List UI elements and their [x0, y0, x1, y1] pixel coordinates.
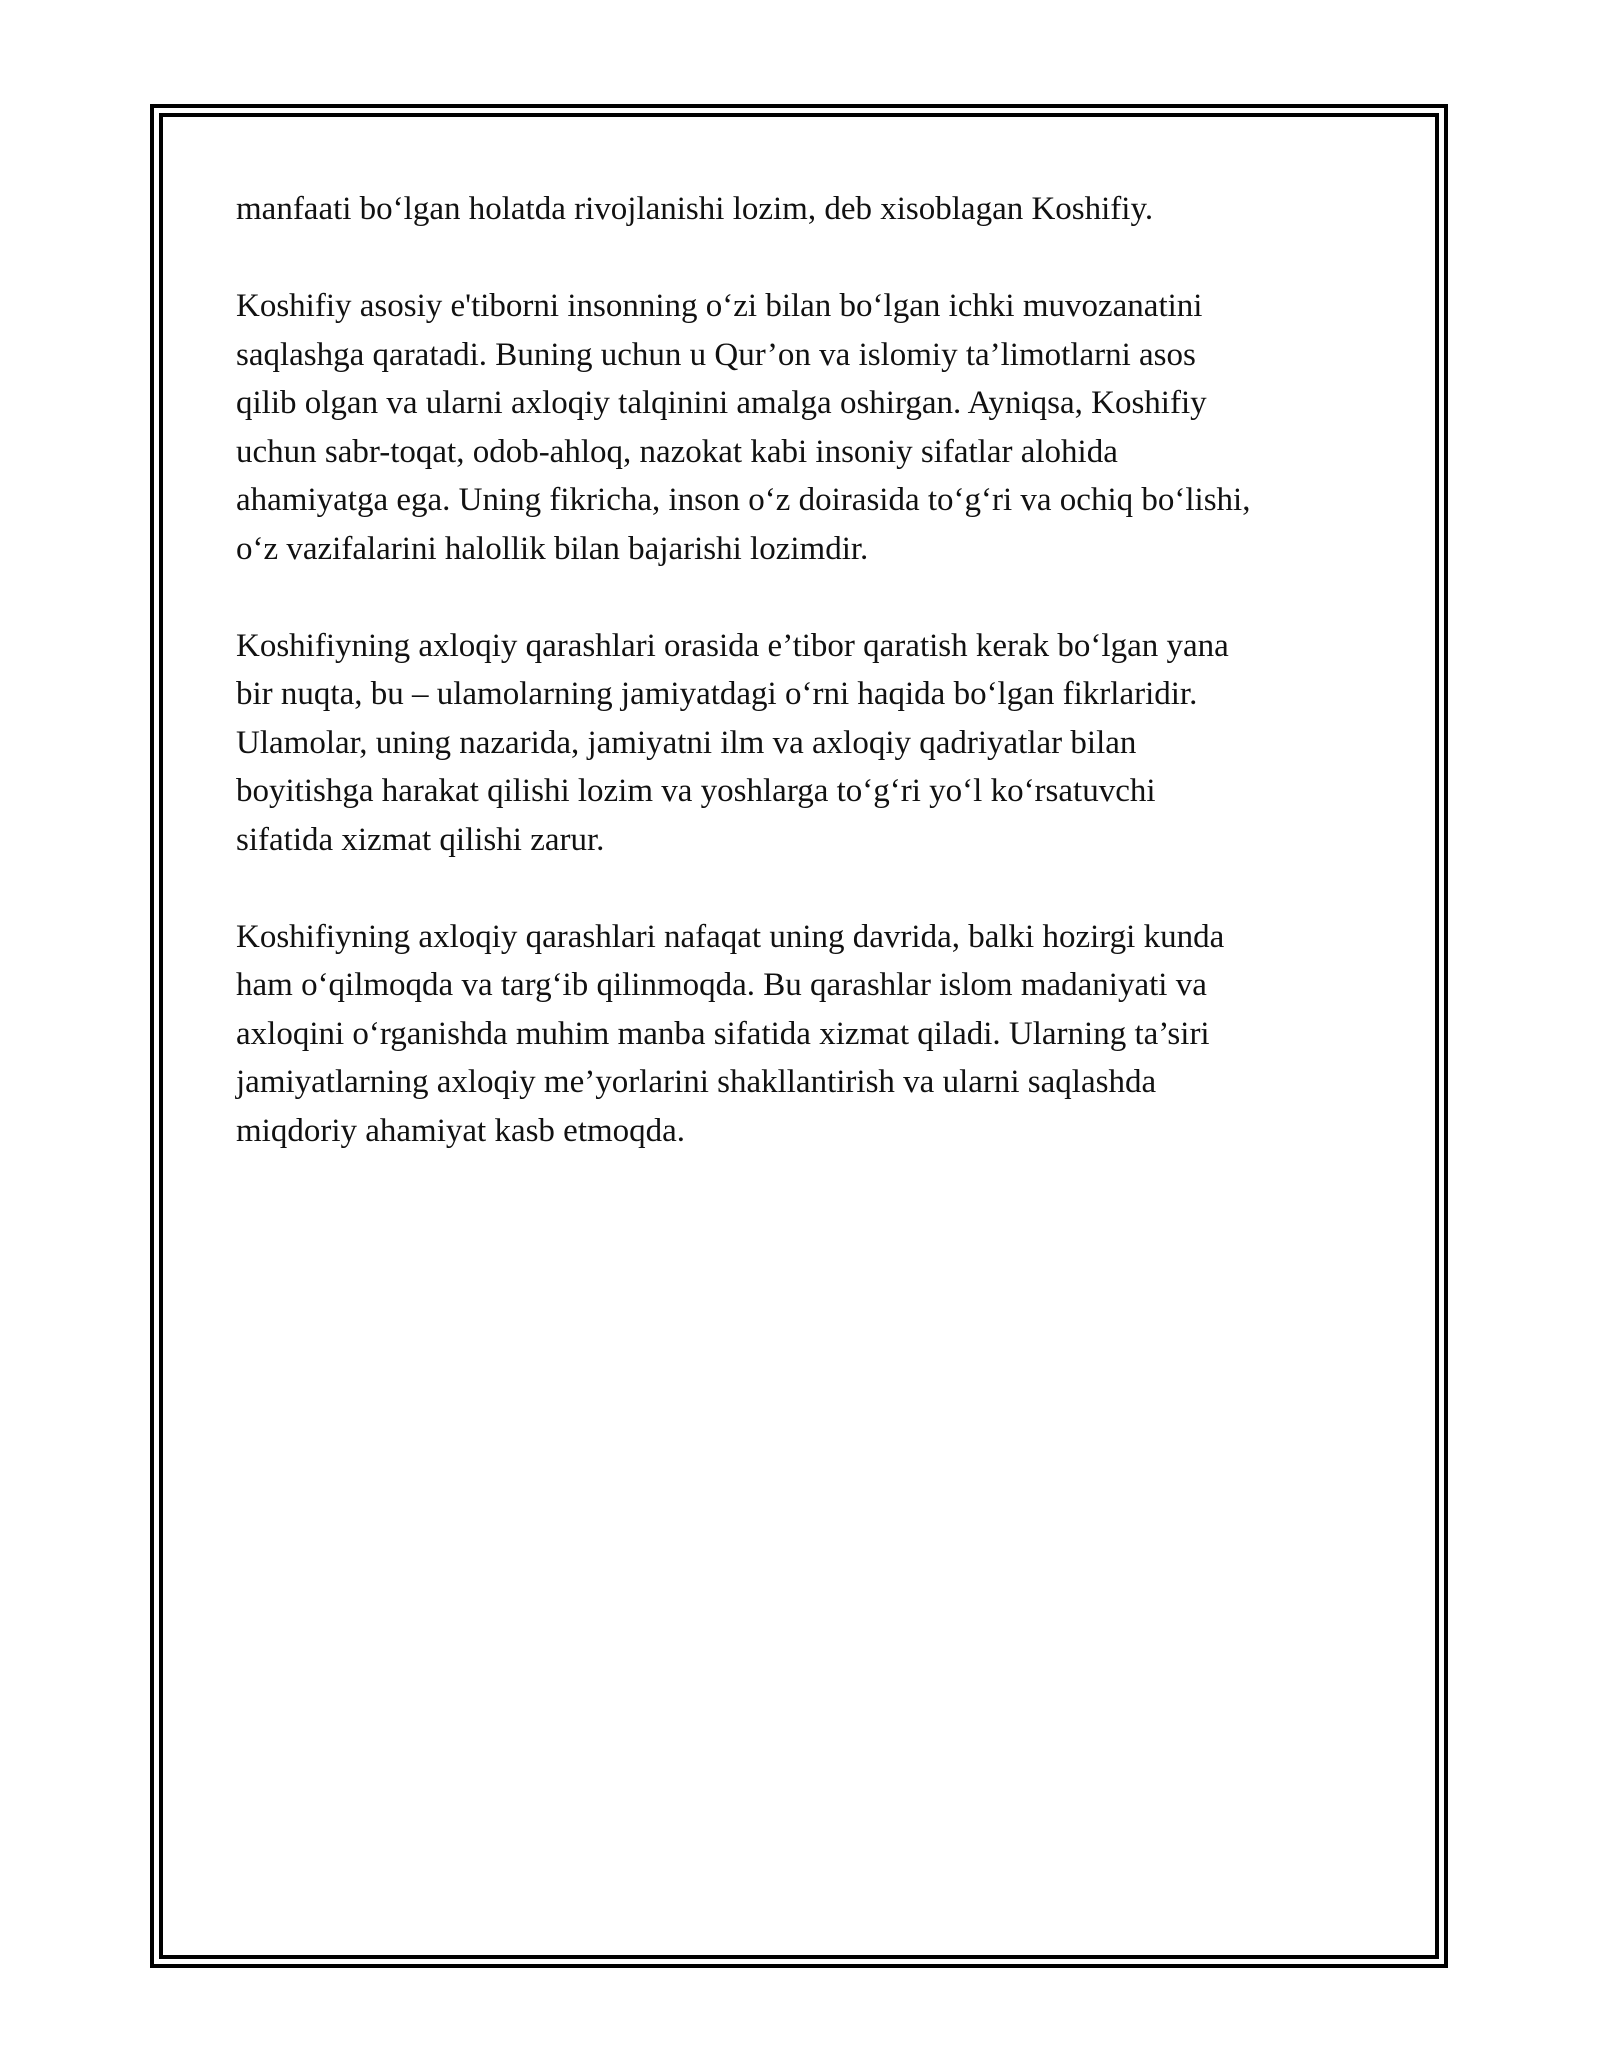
paragraph-3 [236, 622, 1376, 865]
document-body [236, 185, 1376, 1204]
text-line: uchun sabr-toqat, odob-ahloq, nazokat kabi insoniy sifatlar alohida [236, 433, 1118, 470]
text-line: Ulamolar, uning nazarida, jamiyatni ilm va axloqiy qadriyatlar bilan [236, 724, 1137, 761]
text-line: qilib olgan va ularni axloqiy talqinini amalga oshirgan. Ayniqsa, Koshifiy [236, 385, 1207, 421]
text-line: sifatida xizmat qilishi zarur. [236, 821, 605, 858]
text-line: Koshifiyning axloqiy qarashlari nafaqat uning davrida, balki hozirgi kunda [236, 918, 1225, 955]
text-line: Koshifiyning axloqiy qarashlari orasida e’tibor qaratish kerak bo‘lgan yana [236, 627, 1229, 664]
text-line: axloqini o‘rganishda muhim manba sifatida xizmat qiladi. Ularning ta’siri [236, 1015, 1210, 1052]
text-line: boyitishga harakat qilishi lozim va yoshlarga to‘g‘ri yo‘l ko‘rsatuvchi [236, 773, 1156, 809]
text-line: bir nuqta, bu – ulamolarning jamiyatdagi o‘rni haqida bo‘lgan fikrlaridir. [236, 676, 1198, 712]
text-line: manfaati bo‘lgan holatda rivojlanishi lozim, deb xisoblagan Koshifiy. [236, 191, 1154, 227]
text-line: ham o‘qilmoqda va targ‘ib qilinmoqda. Bu qarashlar islom madaniyati va [236, 967, 1207, 1003]
paragraph-1 [236, 185, 1376, 234]
text-line: Koshifiy asosiy e'tiborni insonning o‘zi bilan bo‘lgan ichki muvozanatini [236, 288, 1203, 324]
text-line: o‘z vazifalarini halollik bilan bajarishi lozimdir. [236, 530, 869, 567]
text-line: ahamiyatga ega. Uning fikricha, inson o‘z doirasida to‘g‘ri va ochiq bo‘lishi, [236, 482, 1251, 518]
paragraph-2 [236, 282, 1376, 573]
paragraph-4 [236, 913, 1376, 1156]
text-line: saqlashga qaratadi. Buning uchun u Qur’on va islomiy ta’limotlarni asos [236, 336, 1196, 373]
text-line: miqdoriy ahamiyat kasb etmoqda. [236, 1112, 686, 1149]
text-line: jamiyatlarning axloqiy me’yorlarini shakllantirish va ularni saqlashda [236, 1064, 1157, 1100]
